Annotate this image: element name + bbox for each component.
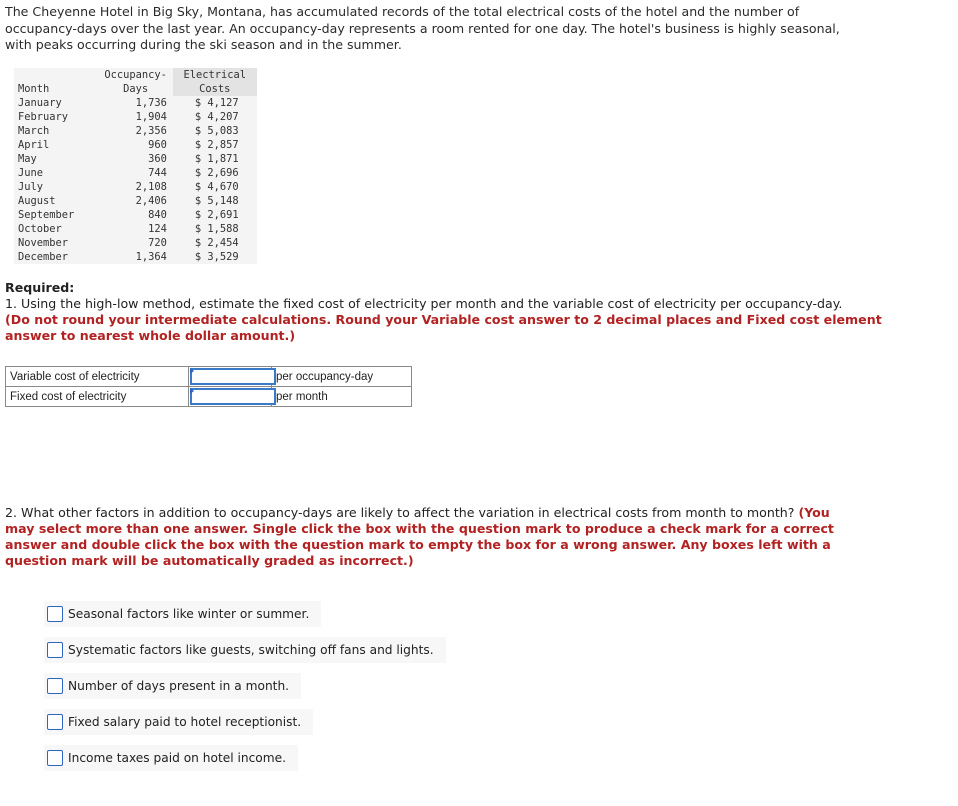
days-cell: 1,364 [135,251,167,263]
month-cell: January [18,97,62,109]
option-fixed-salary[interactable] [44,709,313,735]
month-cell: November [18,237,69,249]
variable-cost-input[interactable] [190,368,276,385]
month-cell: September [18,209,75,221]
option-label: Number of days present in a month. [68,679,290,693]
days-cell: 2,406 [135,195,167,207]
fixed-cost-unit: per month [272,387,412,407]
table-row [14,222,257,236]
table-header-row [14,68,257,82]
question-2-text: 2. What other factors in addition to occupancy-days are likely to affect the variation in electrical costs from month to month? [5,505,795,520]
month-cell: August [18,195,56,207]
cost-header-line2: Costs [173,82,257,96]
cost-cell: $ 2,691 [194,209,239,221]
fixed-cost-label: Fixed cost of electricity [6,387,189,407]
month-cell: June [18,167,44,179]
month-cell: March [18,125,50,137]
input-marker-icon [190,388,194,394]
question-1-instructions: (Do not round your intermediate calculations. Round your Variable cost answer to 2 decimal places and Fixed cost element answer to nearest whole dollar amount.) [5,312,882,343]
table-row [14,110,257,124]
cost-cell: $ 2,696 [194,167,239,179]
month-cell: December [18,251,69,263]
table-row [14,194,257,208]
days-header-line1: Occupancy- [104,69,167,81]
question-2-instructions: (You may select more than one answer. Single click the box with the question mark to produce a check mark for a correct answer and double click the box with the question mark to empty the box for a wrong answer. Any boxes left with a question mark will be automatically graded as incorrect.) [5,505,834,568]
table-row [14,250,257,264]
days-cell: 124 [148,223,167,235]
table-row [14,124,257,138]
option-label: Income taxes paid on hotel income. [68,751,287,765]
table-row [14,138,257,152]
days-cell: 360 [148,153,167,165]
cost-header-line1: Electrical [173,68,257,82]
month-header: Month [18,83,50,95]
cost-cell: $ 2,454 [194,237,239,249]
input-marker-icon [190,368,194,374]
cost-cell: $ 2,857 [194,139,239,151]
checkbox[interactable] [47,714,63,730]
days-cell: 840 [148,209,167,221]
required-section [5,280,905,344]
days-cell: 1,736 [135,97,167,109]
cost-cell: $ 4,207 [194,111,239,123]
table-row [14,166,257,180]
question-2 [5,505,860,569]
days-cell: 2,108 [135,181,167,193]
checkbox[interactable] [47,750,63,766]
month-cell: February [18,111,69,123]
cost-cell: $ 1,588 [194,223,239,235]
option-label: Seasonal factors like winter or summer. [68,607,310,621]
answer-row-fixed-cost [6,387,412,407]
problem-intro: The Cheyenne Hotel in Big Sky, Montana, has accumulated records of the total electrical costs of the hotel and the number of occupancy-days over the last year. An occupancy-day represents a room rented for one day. The hotel's business is highly seasonal, with peaks occurring during the ski season and in the summer. [5,4,840,52]
option-income-taxes[interactable] [44,745,298,771]
days-cell: 1,904 [135,111,167,123]
days-cell: 960 [148,139,167,151]
table-row [14,152,257,166]
cost-cell: $ 5,148 [194,195,239,207]
option-label: Systematic factors like guests, switching off fans and lights. [68,643,434,657]
checkbox[interactable] [47,606,63,622]
option-systematic-factors[interactable] [44,637,446,663]
required-label: Required: [5,280,75,295]
fixed-cost-input-cell [189,387,272,407]
cost-cell: $ 4,670 [194,181,239,193]
answer-table [5,366,412,407]
cost-cell: $ 4,127 [194,97,239,109]
table-row [14,96,257,110]
option-days-in-month[interactable] [44,673,301,699]
question-1-text: 1. Using the high-low method, estimate the fixed cost of electricity per month and the variable cost of electricity per occupancy-day. [5,296,843,311]
month-cell: July [18,181,44,193]
variable-cost-label: Variable cost of electricity [6,367,189,387]
answer-row-variable-cost [6,367,412,387]
month-cell: May [18,153,37,165]
days-header-line2: Days [123,83,149,95]
checkbox[interactable] [47,678,63,694]
table-row [14,180,257,194]
table-row [14,236,257,250]
cost-cell: $ 5,083 [194,125,239,137]
table-row [14,208,257,222]
days-cell: 720 [148,237,167,249]
month-cell: October [18,223,62,235]
cost-cell: $ 3,529 [194,251,239,263]
checkbox[interactable] [47,642,63,658]
cost-cell: $ 1,871 [194,153,239,165]
data-table [14,68,257,264]
variable-cost-input-cell [189,367,272,387]
month-cell: April [18,139,50,151]
option-seasonal-factors[interactable] [44,601,321,627]
variable-cost-unit: per occupancy-day [272,367,412,387]
fixed-cost-input[interactable] [190,388,276,405]
option-label: Fixed salary paid to hotel receptionist. [68,715,302,729]
days-cell: 2,356 [135,125,167,137]
days-cell: 744 [148,167,167,179]
